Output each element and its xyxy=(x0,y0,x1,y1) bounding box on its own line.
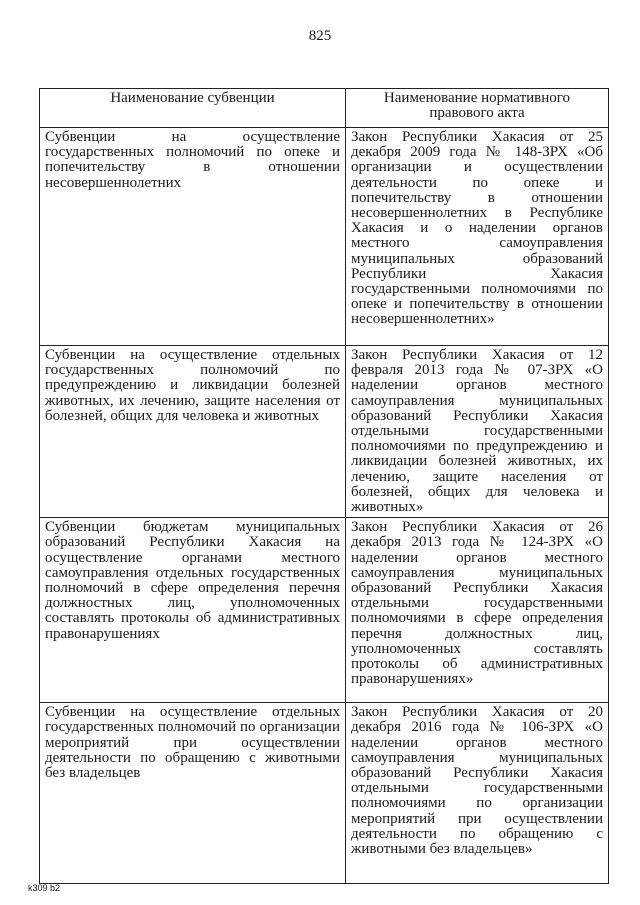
header-legal-act-name: Наименование нормативного правового акта xyxy=(346,89,609,128)
subventions-table xyxy=(39,88,609,884)
legal-act-cell: Закон Республики Хакасия от 26 декабря 2013 года № 124-ЗРХ «О наделении органов местного самоуправления муниципальных образований Республики Хакасия отдельными государственными полномочиями в сфере определения перечня должностных лиц, уполномоченных составлять протоколы об административных правонарушениях» xyxy=(346,518,609,703)
legal-act-cell: Закон Республики Хакасия от 20 декабря 2016 года № 106-ЗРХ «О наделении органов местного самоуправления муниципальных образований Республики Хакасия отдельными государственными полномочиями по организации мероприятий при осуществлении деятельности по обращению с животными без владельцев» xyxy=(346,703,609,884)
header-subvention-name: Наименование субвенции xyxy=(40,89,346,128)
legal-act-cell: Закон Республики Хакасия от 12 февраля 2013 года № 07-ЗРХ «О наделении органов местного самоуправления муниципальных образований Республики Хакасия отдельными государственными полномочиями по предупреждению и ликвидации болезней животных, их лечению, защите населения от болезней, общих для человека и животных» xyxy=(346,346,609,518)
table-row xyxy=(40,346,609,518)
subvention-cell: Субвенции бюджетам муниципальных образований Республики Хакасия на осуществление органами местного самоуправления отдельных государственных полномочий в сфере определения перечня должностных лиц, уполномоченных составлять протоколы об административных правонарушениях xyxy=(40,518,346,703)
table-header-row xyxy=(40,89,609,128)
table-row xyxy=(40,518,609,703)
subvention-cell: Субвенции на осуществление государственных полномочий по опеке и попечительству в отношении несовершеннолетних xyxy=(40,128,346,346)
document-code: k309 b2 xyxy=(28,883,61,893)
subvention-cell: Субвенции на осуществление отдельных государственных полномочий по предупреждению и ликвидации болезней животных, их лечению, защите населения от болезней, общих для человека и животных xyxy=(40,346,346,518)
table-row xyxy=(40,128,609,346)
table-row xyxy=(40,703,609,884)
subvention-cell: Субвенции на осуществление отдельных государственных полномочий по организации мероприятий при осуществлении деятельности по обращению с животными без владельцев xyxy=(40,703,346,884)
legal-act-cell: Закон Республики Хакасия от 25 декабря 2009 года № 148-ЗРХ «Об организации и осуществлении деятельности по опеке и попечительству в отношении несовершеннолетних в Республике Хакасия и о наделении органов местного самоуправления муниципальных образований Республики Хакасия государственными полномочиями по опеке и попечительству в отношении несовершеннолетних» xyxy=(346,128,609,346)
page-number: 825 xyxy=(308,28,332,44)
